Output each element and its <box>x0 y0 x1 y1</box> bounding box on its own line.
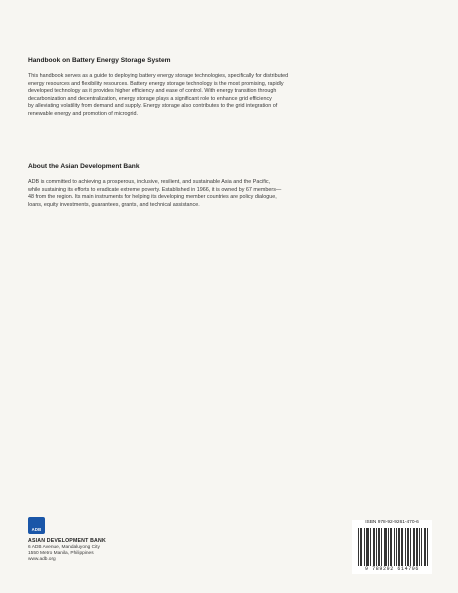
text-line: This handbook serves as a guide to deploying battery energy storage technologies, specifically for distributed <box>28 73 289 79</box>
barcode-bar <box>361 528 362 566</box>
barcode-bar <box>376 528 377 566</box>
website-link[interactable]: www.adb.org <box>28 557 56 563</box>
about-description <box>28 179 428 209</box>
barcode-bar <box>374 528 375 566</box>
barcode-bar <box>386 528 387 566</box>
barcode-bar <box>379 528 380 566</box>
barcode-bar <box>416 528 417 566</box>
barcode-bar <box>408 528 409 566</box>
barcode-bar <box>417 528 418 566</box>
handbook-title: Handbook on Battery Energy Storage System <box>28 57 171 64</box>
text-line: developed technology as it provides higher efficiency and ease of control. With energy transition through <box>28 88 277 95</box>
barcode-bar <box>367 528 368 566</box>
barcode-bar <box>424 528 425 566</box>
about-adb-section <box>28 163 428 209</box>
text-line: decarbonization and decentralization, energy storage plays a significant role to enhance grid efficiency <box>28 95 272 102</box>
text-line: energy resources and flexibility resources. Battery energy storage technology is the most promising, rapidly <box>28 80 284 87</box>
barcode-bar <box>385 528 386 566</box>
barcode-bar <box>425 528 426 566</box>
text-line: loans, equity investments, guarantees, grants, and technical assistance. <box>28 201 200 208</box>
text-line: 48 from the region. Its main instruments for helping its developing member countries are policy dialogue, <box>28 194 277 201</box>
barcode-bar <box>414 528 415 566</box>
adb-logo <box>28 517 45 534</box>
adb-logo-text: ADB <box>31 527 42 532</box>
barcode-bar <box>402 528 403 566</box>
about-heading: About the Asian Development Bank <box>28 163 140 170</box>
handbook-description <box>28 73 428 119</box>
barcode-bar <box>421 528 422 566</box>
barcode-bar <box>388 528 389 566</box>
barcode-bar <box>407 528 408 566</box>
barcode-bar <box>410 528 411 566</box>
address-line: 6 ADB Avenue, Mandaluyong City <box>28 545 100 550</box>
isbn-number: ISBN 978-92-9261-470-6 <box>365 520 419 525</box>
barcode-bar <box>373 528 374 566</box>
barcode-bar <box>358 528 359 566</box>
barcode-bar <box>390 528 391 566</box>
publisher-info <box>28 517 188 564</box>
barcode-bars <box>358 528 428 566</box>
barcode-bar <box>427 528 428 566</box>
barcode-bar <box>399 528 400 566</box>
text-line: ADB is committed to achieving a prosperous, inclusive, resilient, and sustainable Asia and the Pacific, <box>28 179 271 185</box>
isbn-barcode <box>352 520 432 574</box>
text-line: renewable energy and promotion of microgrid. <box>28 110 138 117</box>
barcode-bar <box>366 528 367 566</box>
text-line: while sustaining its efforts to eradicate extreme poverty. Established in 1966, it is owned by 67 members— <box>28 186 282 193</box>
barcode-bar <box>360 528 361 566</box>
barcode-digits: 9 789292 614706 <box>364 566 419 572</box>
barcode-bar <box>364 528 365 566</box>
barcode-bar <box>419 528 420 566</box>
barcode-bar <box>381 528 382 566</box>
address-line: 1550 Metro Manila, Philippines <box>28 551 94 557</box>
barcode-bar <box>384 528 385 566</box>
barcode-bar <box>368 528 369 566</box>
barcode-bar <box>398 528 399 566</box>
publisher-name: ASIAN DEVELOPMENT BANK <box>28 538 106 544</box>
barcode-bar <box>394 528 395 566</box>
barcode-bar <box>378 528 379 566</box>
handbook-summary <box>28 57 428 119</box>
barcode-bar <box>391 528 392 566</box>
barcode-bar <box>396 528 397 566</box>
barcode-bar <box>370 528 371 566</box>
publisher-address <box>28 545 188 564</box>
barcode-bar <box>405 528 406 566</box>
barcode-bar <box>401 528 402 566</box>
text-line: by alleviating volatility from demand and supply. Energy storage also contributes to the grid integration of <box>28 103 278 110</box>
barcode-bar <box>413 528 414 566</box>
